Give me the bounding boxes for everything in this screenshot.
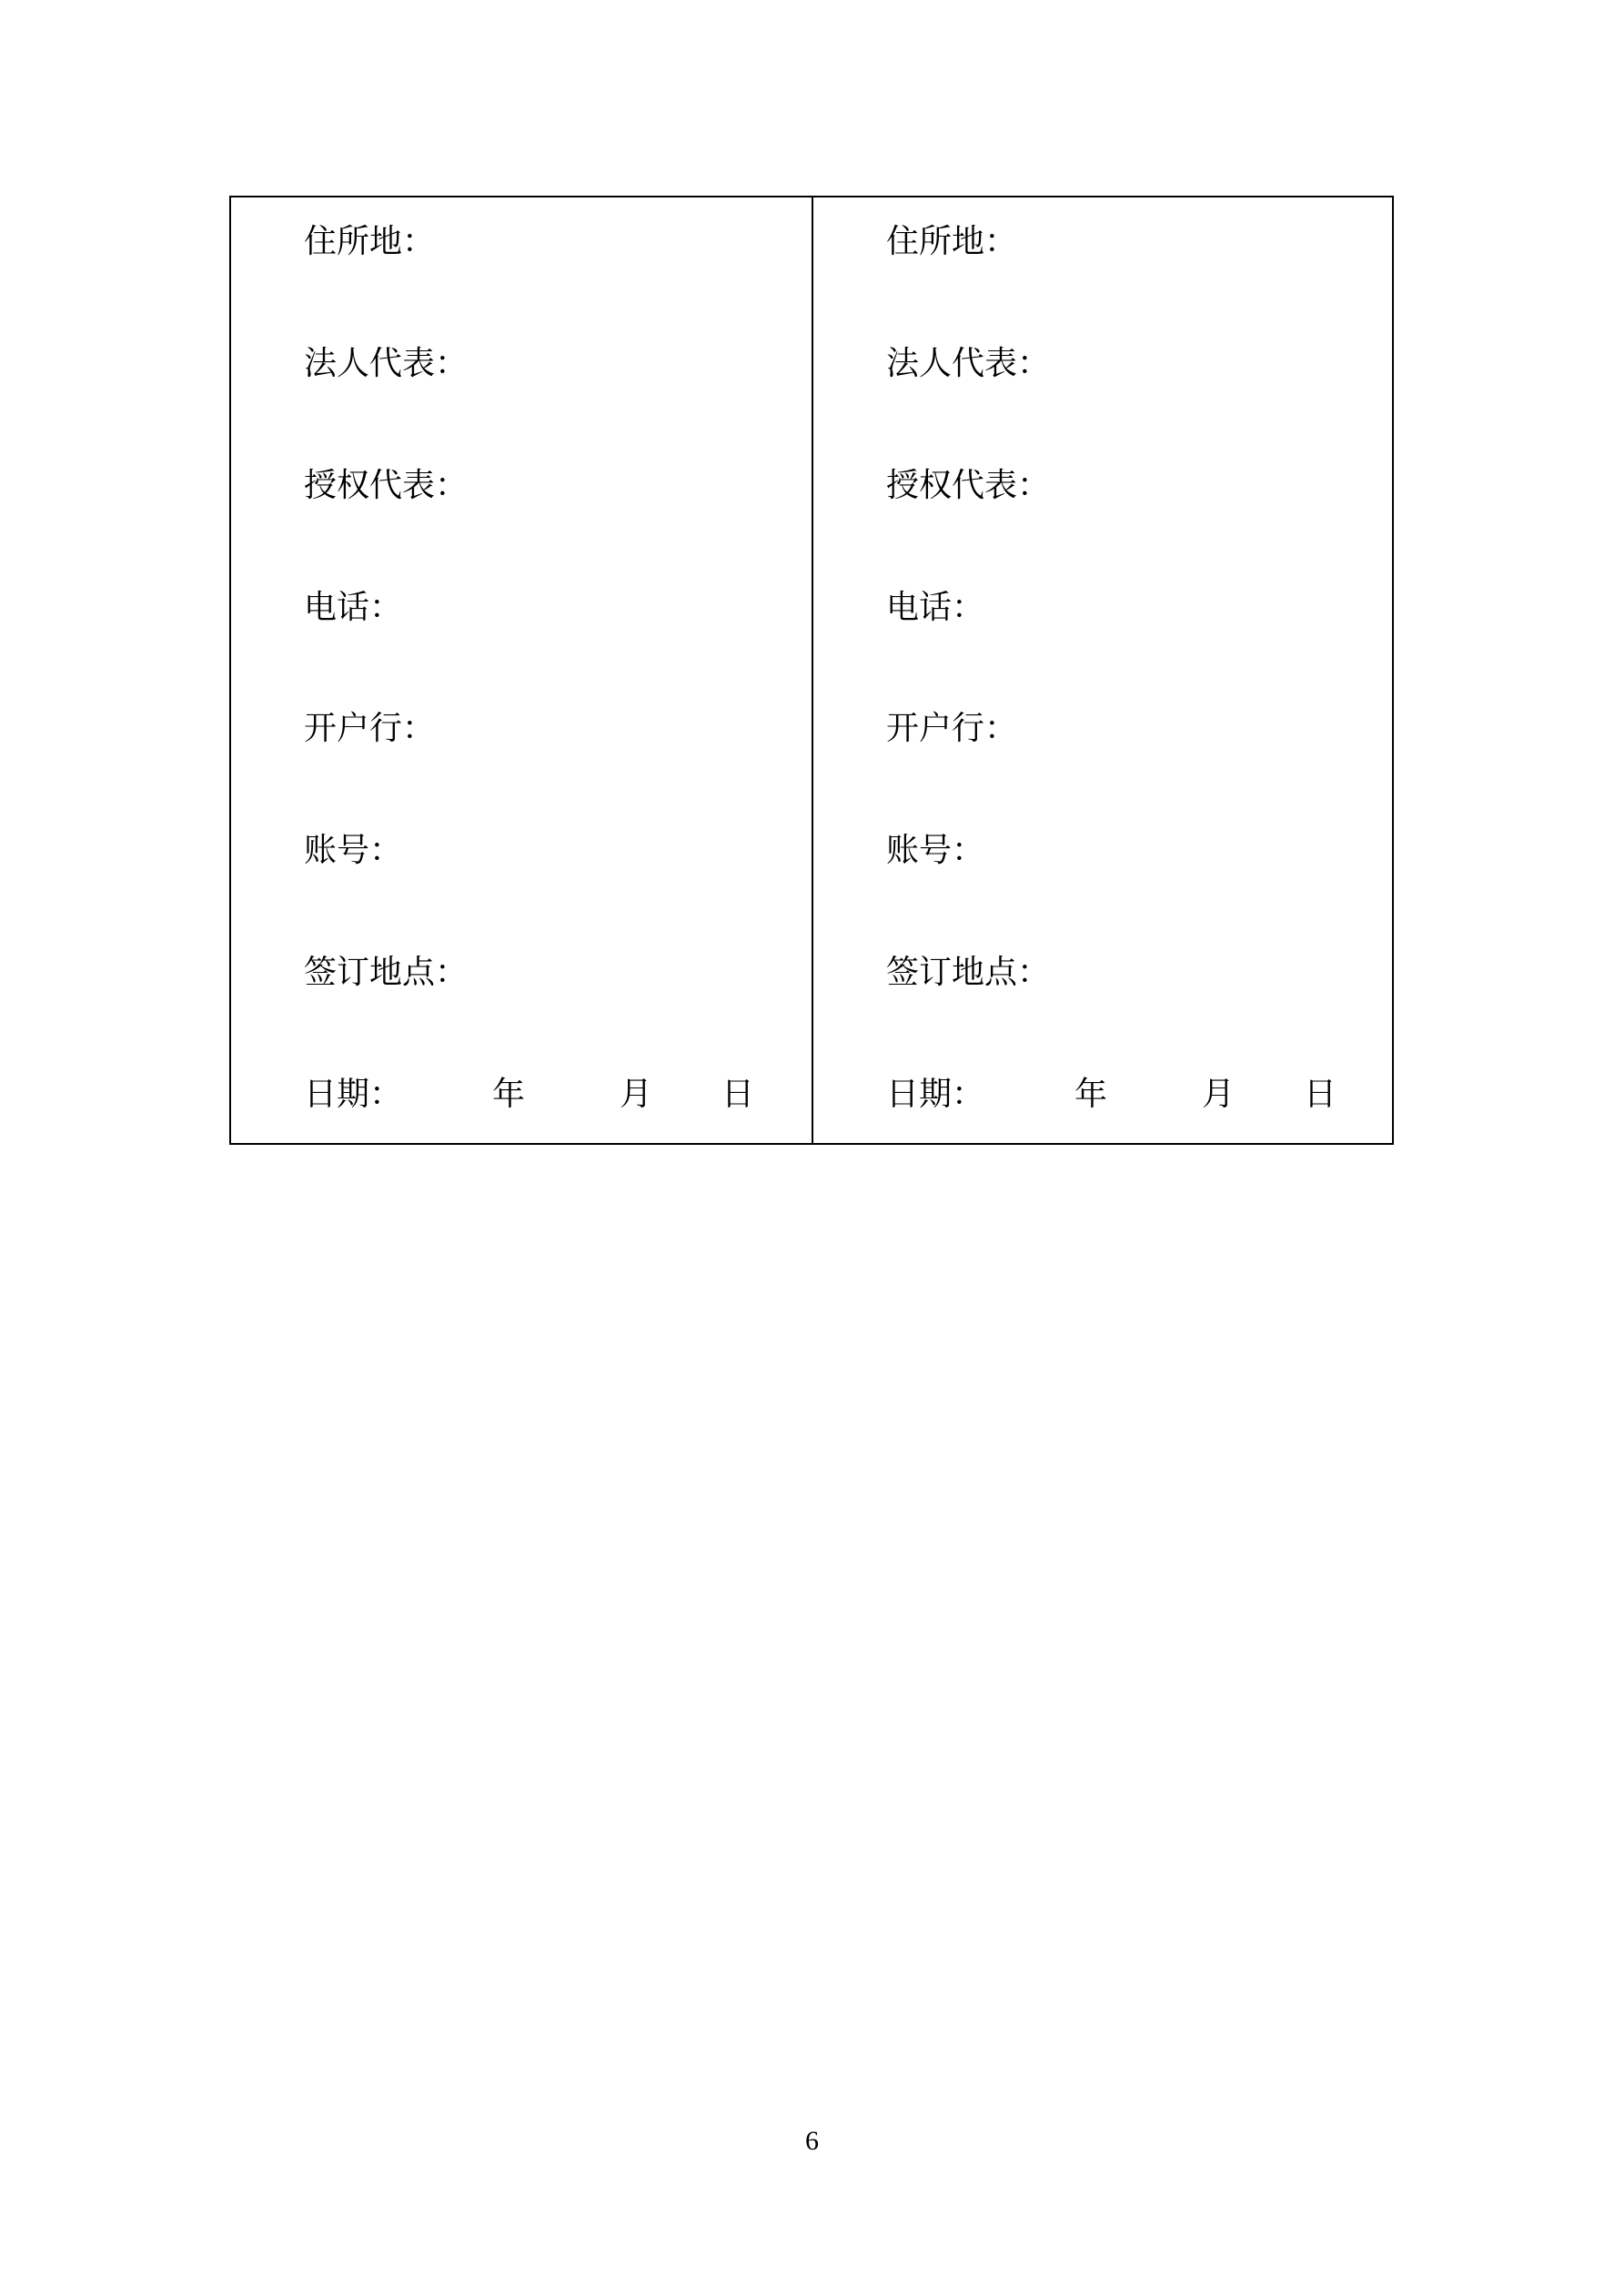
party-a-legal-rep-label: 法人代表： — [304, 344, 469, 381]
party-b-signature-cell — [812, 197, 1392, 1143]
party-b-month-label: 月 — [1202, 1075, 1236, 1112]
party-b-year-label: 年 — [1074, 1075, 1108, 1112]
party-b-phone-label: 电话： — [886, 588, 985, 625]
party-b-date-label: 日期： — [886, 1075, 985, 1112]
page-number: 6 — [805, 2126, 819, 2156]
party-b-date-row — [886, 1072, 1385, 1116]
party-a-date-row — [304, 1072, 804, 1116]
party-b-account-label: 账号： — [886, 832, 985, 869]
party-b-signing-place-label: 签订地点： — [886, 954, 1051, 991]
party-a-signature-cell — [231, 197, 812, 1143]
party-b-residence-label: 住所地： — [886, 223, 1018, 259]
signature-table — [229, 196, 1394, 1145]
party-b-legal-rep-label: 法人代表： — [886, 344, 1051, 381]
party-a-bank-label: 开户行： — [304, 710, 436, 747]
party-a-residence-label: 住所地： — [304, 223, 436, 259]
party-a-month-label: 月 — [620, 1075, 653, 1112]
party-b-day-label: 日 — [1304, 1075, 1337, 1112]
party-a-authorized-rep-label: 授权代表： — [304, 466, 469, 503]
party-b-bank-label: 开户行： — [886, 710, 1018, 747]
party-a-year-label: 年 — [492, 1075, 526, 1112]
party-a-phone-label: 电话： — [304, 588, 403, 625]
party-b-authorized-rep-label: 授权代表： — [886, 466, 1051, 503]
party-a-signing-place-label: 签订地点： — [304, 954, 469, 991]
party-a-account-label: 账号： — [304, 832, 403, 869]
party-a-date-label: 日期： — [304, 1075, 403, 1112]
party-a-day-label: 日 — [721, 1075, 755, 1112]
